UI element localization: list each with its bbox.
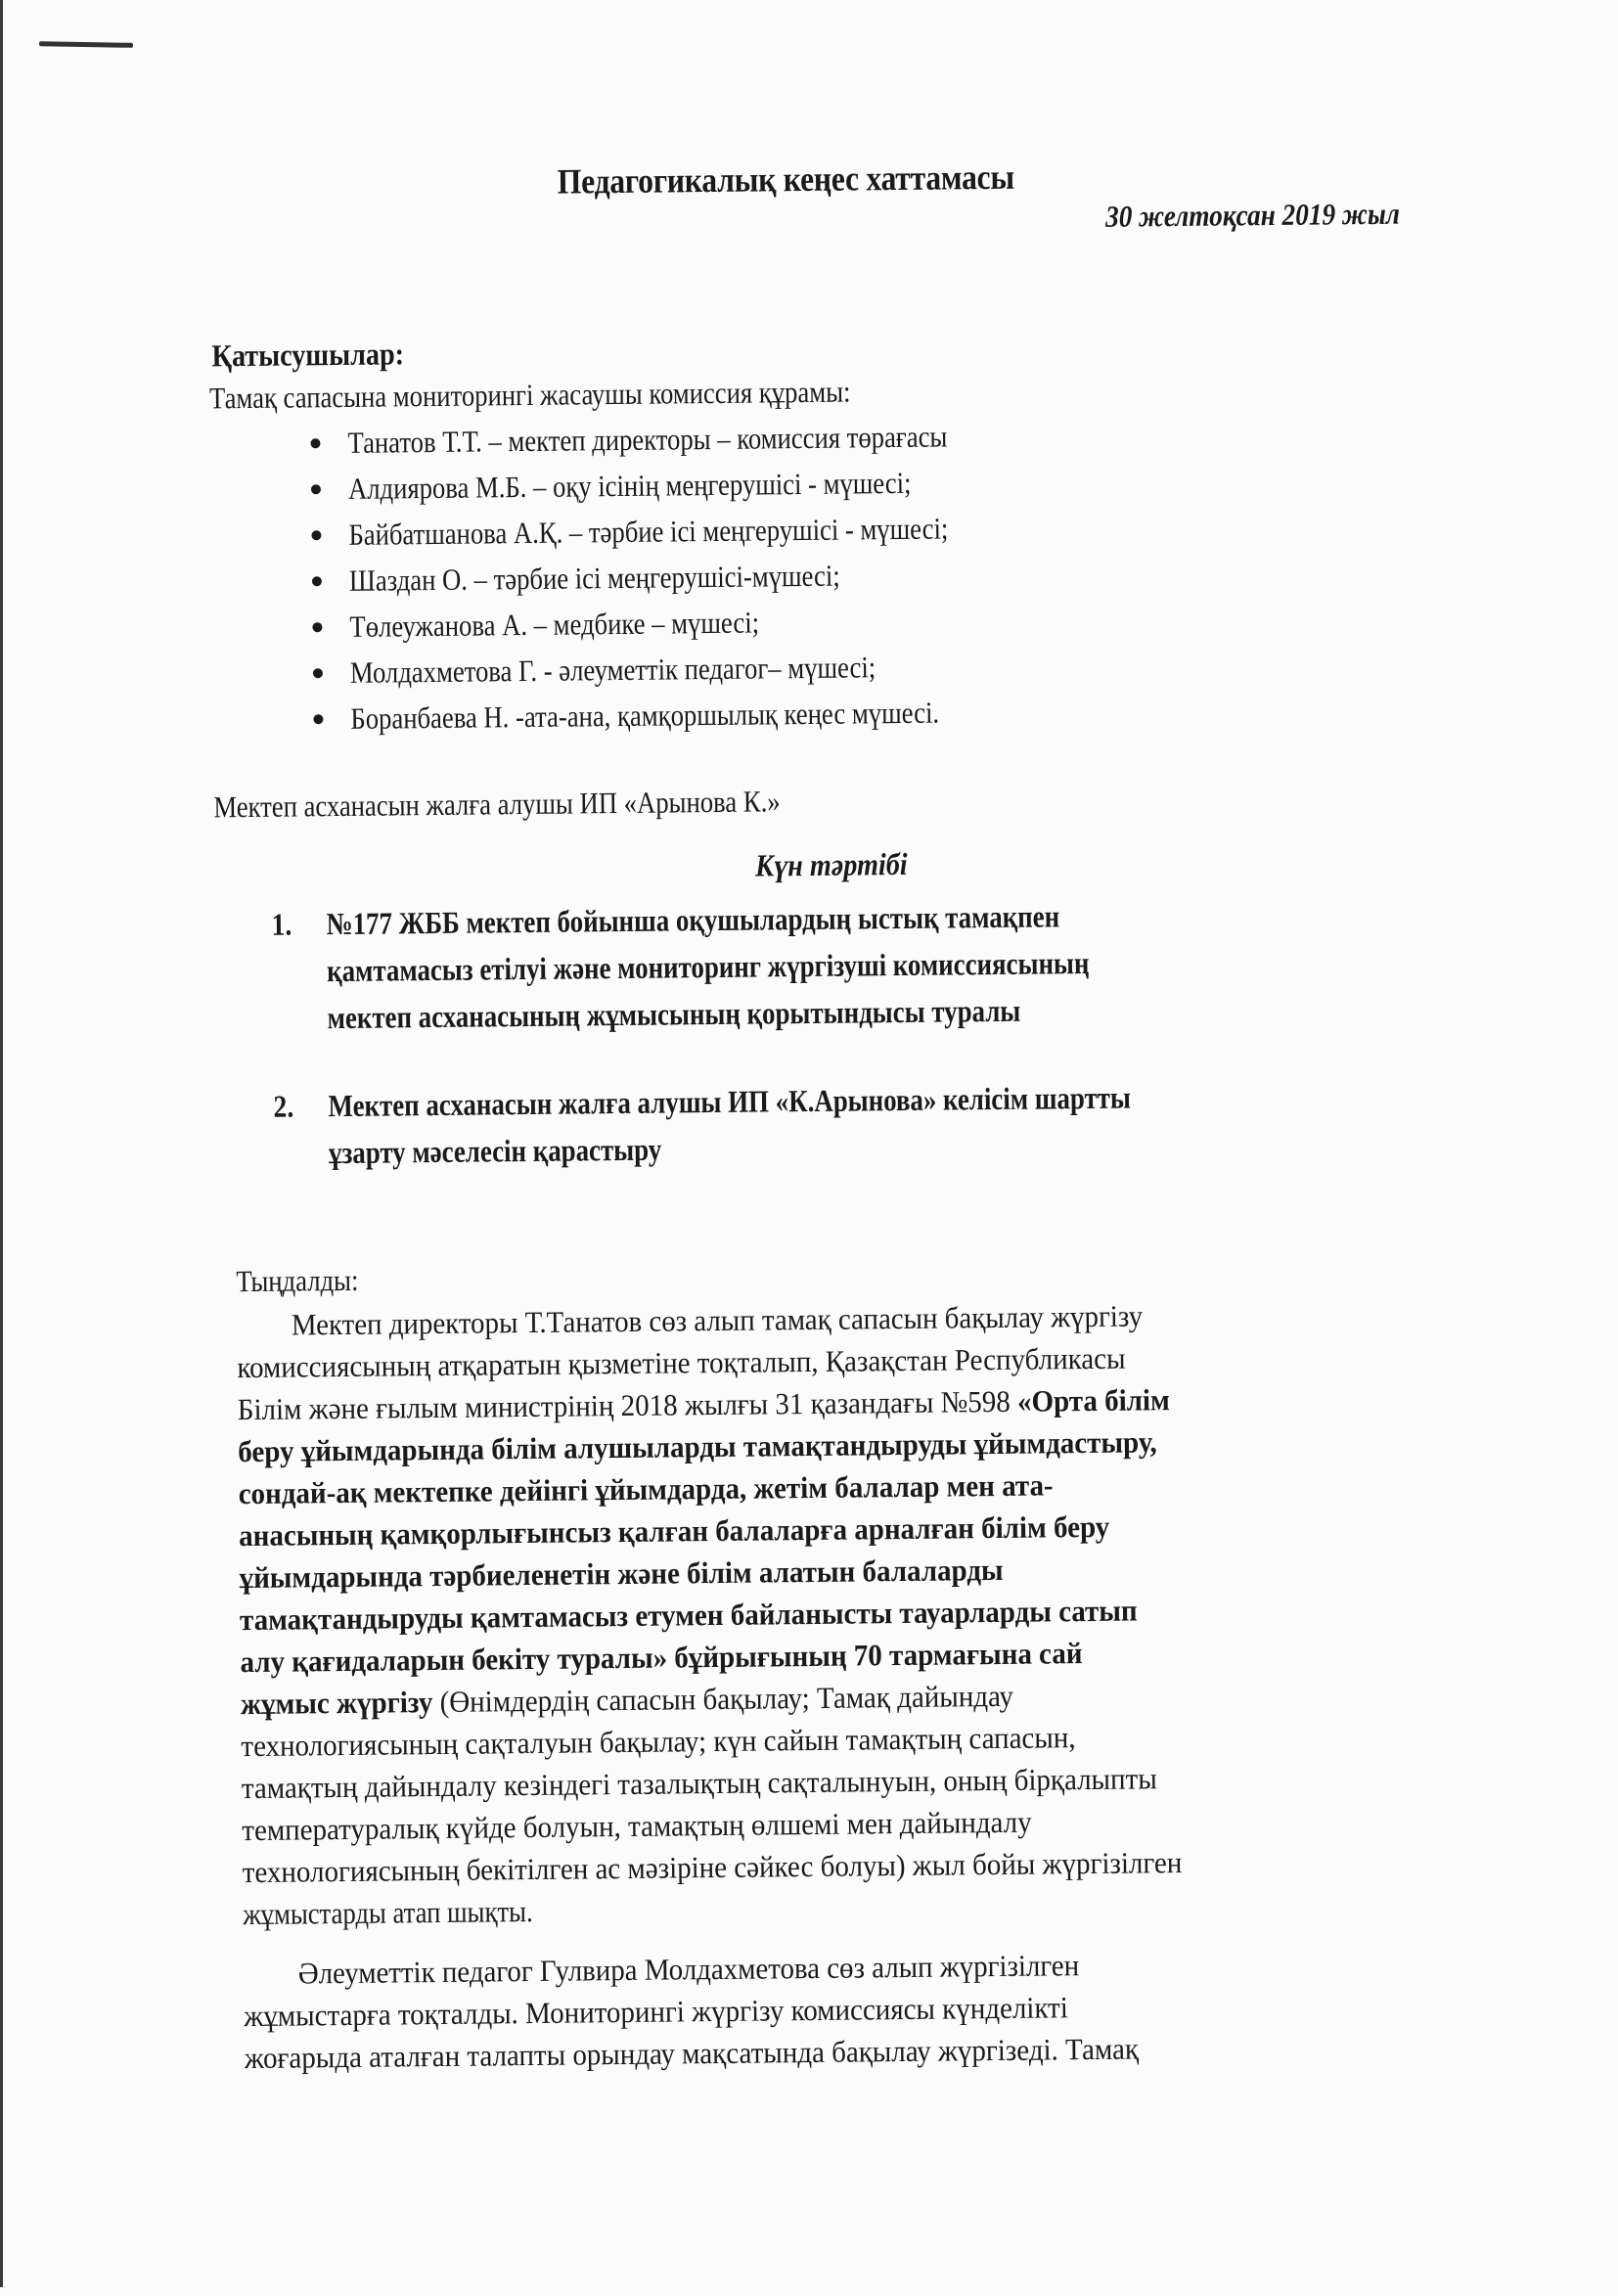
document-title: Педагогикалық кеңес хаттамасы xyxy=(557,157,1015,202)
bullet-icon xyxy=(310,438,320,448)
member-text: Шаздан О. – тәрбие ісі меңгерушісі-мүшесі; xyxy=(348,558,840,598)
member-item xyxy=(313,642,1048,696)
bullet-icon xyxy=(312,622,322,632)
participants-heading: Қатысушылар: xyxy=(211,336,405,374)
bullet-icon xyxy=(313,668,323,678)
paragraph-line: жоғарыда аталған талапты орындау мақсатында бақылау жүргізеді. Тамақ xyxy=(244,2031,1140,2076)
agenda-number: 1. xyxy=(271,906,292,942)
agenda-line: Мектеп асханасын жалға алушы ИП «К.Арынова» келісім шартты xyxy=(328,1079,1132,1124)
canteen-tenant: Мектеп асханасын жалға алушы ИП «Арынова К.» xyxy=(213,784,781,825)
paragraph-line: жұмыстарға тоқталды. Мониторингі жүргізу комиссиясы күнделікті xyxy=(244,1990,1068,2034)
bold-text-segment: «Орта білім xyxy=(1016,1382,1170,1418)
agenda-line: №177 ЖББ мектеп бойынша оқушылардың ыстық тамақпен xyxy=(326,898,1060,942)
bold-text-segment: тамақтандыруды қамтамасыз етумен байланысты тауарларды сатып xyxy=(239,1593,1138,1638)
agenda-heading: Күн тәртібі xyxy=(754,845,908,883)
text-segment: Білім және ғылым министрінің 2018 жылғы 31 қазандағы №598 xyxy=(237,1383,1018,1427)
text-segment: тамақтың дайындалу кезіндегі тазалықтың сақталынуын, оның бірқалыпты xyxy=(241,1761,1157,1806)
document-date: 30 желтоқсан 2019 жыл xyxy=(1104,196,1401,234)
agenda-line: қамтамасыз етілуі және мониторинг жүргізуші комиссиясының xyxy=(326,944,1090,989)
member-text: Танатов Т.Т. – мектеп директоры – комиссия төрағасы xyxy=(347,418,948,460)
member-item xyxy=(312,550,1047,604)
member-item xyxy=(313,688,1048,742)
member-text: Боранбаева Н. -ата-ана, қамқоршылық кеңес мүшесі. xyxy=(350,695,940,736)
text-segment: (Өнімдердің сапасын бақылау; Тамақ дайындау xyxy=(432,1678,1014,1720)
text-segment: технологиясының бекітілген ас мәзіріне сәйкес болуы) жыл бойы жүргізілген xyxy=(242,1845,1183,1890)
listened-label: Тыңдалды: xyxy=(236,1262,359,1299)
bold-text-segment: ұйымдарында тәрбиеленетін және білім алатын балаларды xyxy=(239,1552,1004,1596)
paragraph-line: Әлеуметтік педагог Гулвира Молдахметова сөз алып жүргізілген xyxy=(297,1948,1080,1991)
paragraph-director-speech xyxy=(237,1290,1603,1936)
bullet-icon xyxy=(313,714,323,724)
agenda-number: 2. xyxy=(273,1088,294,1124)
text-segment: технологиясының сақталуын бақылау; күн сайын тамақтың сапасын, xyxy=(241,1720,1076,1764)
bold-text-segment: жұмыс жүргізу xyxy=(240,1685,433,1722)
bullet-icon xyxy=(311,530,321,540)
bold-text-segment: анасының қамқорлығынсыз қалған балаларға арналған білім беру xyxy=(238,1508,1110,1553)
text-segment: Мектеп директоры Т.Танатов сөз алып тамақ сапасын бақылау жүргізу xyxy=(291,1298,1144,1342)
commission-intro: Тамақ сапасына мониторингі жасаушы комиссия құрамы: xyxy=(208,374,851,416)
bold-text-segment: сондай-ақ мектепке дейінгі ұйымдарда, жетім балалар мен ата- xyxy=(238,1467,1054,1511)
agenda-line: ұзарту мәселесін қарастыру xyxy=(328,1131,662,1171)
text-segment: жұмыстарды атап шықты. xyxy=(243,1894,533,1932)
agenda-item xyxy=(273,1072,1284,1177)
member-text: Алдиярова М.Б. – оқу ісінің меңгерушісі - мүшесі; xyxy=(347,465,912,506)
text-segment: комиссиясының атқаратын қызметіне тоқталып, Қазақстан Республикасы xyxy=(237,1340,1126,1385)
agenda-item xyxy=(271,890,1282,1042)
member-item xyxy=(311,458,1046,512)
text-segment: температуралық күйде болуын, тамақтың өлшемі мен дайындалу xyxy=(242,1804,1032,1848)
member-text: Молдахметова Г. - әлеуметтік педагог– мүшесі; xyxy=(349,649,876,690)
agenda-list xyxy=(271,890,1283,1177)
bullet-icon xyxy=(312,576,322,586)
members-list xyxy=(310,412,1048,742)
member-item xyxy=(312,596,1047,650)
bold-text-segment: алу қағидаларын бекіту туралы» бұйрығының 70 тармағына сай xyxy=(240,1636,1083,1680)
member-item xyxy=(310,412,1045,466)
member-item xyxy=(311,504,1046,558)
paragraph-social-pedagogue-speech xyxy=(244,1939,1604,2080)
member-text: Байбатшанова А.Қ. – тәрбие ісі меңгерушісі - мүшесі; xyxy=(348,510,949,552)
member-text: Төлеужанова А. – медбике – мүшесі; xyxy=(349,605,760,644)
bold-text-segment: беру ұйымдарында білім алушыларды тамақтандыруды ұйымдастыру, xyxy=(238,1424,1157,1469)
bullet-icon xyxy=(311,484,321,494)
agenda-line: мектеп асханасының жұмысының қорытындысы туралы xyxy=(327,992,1021,1036)
